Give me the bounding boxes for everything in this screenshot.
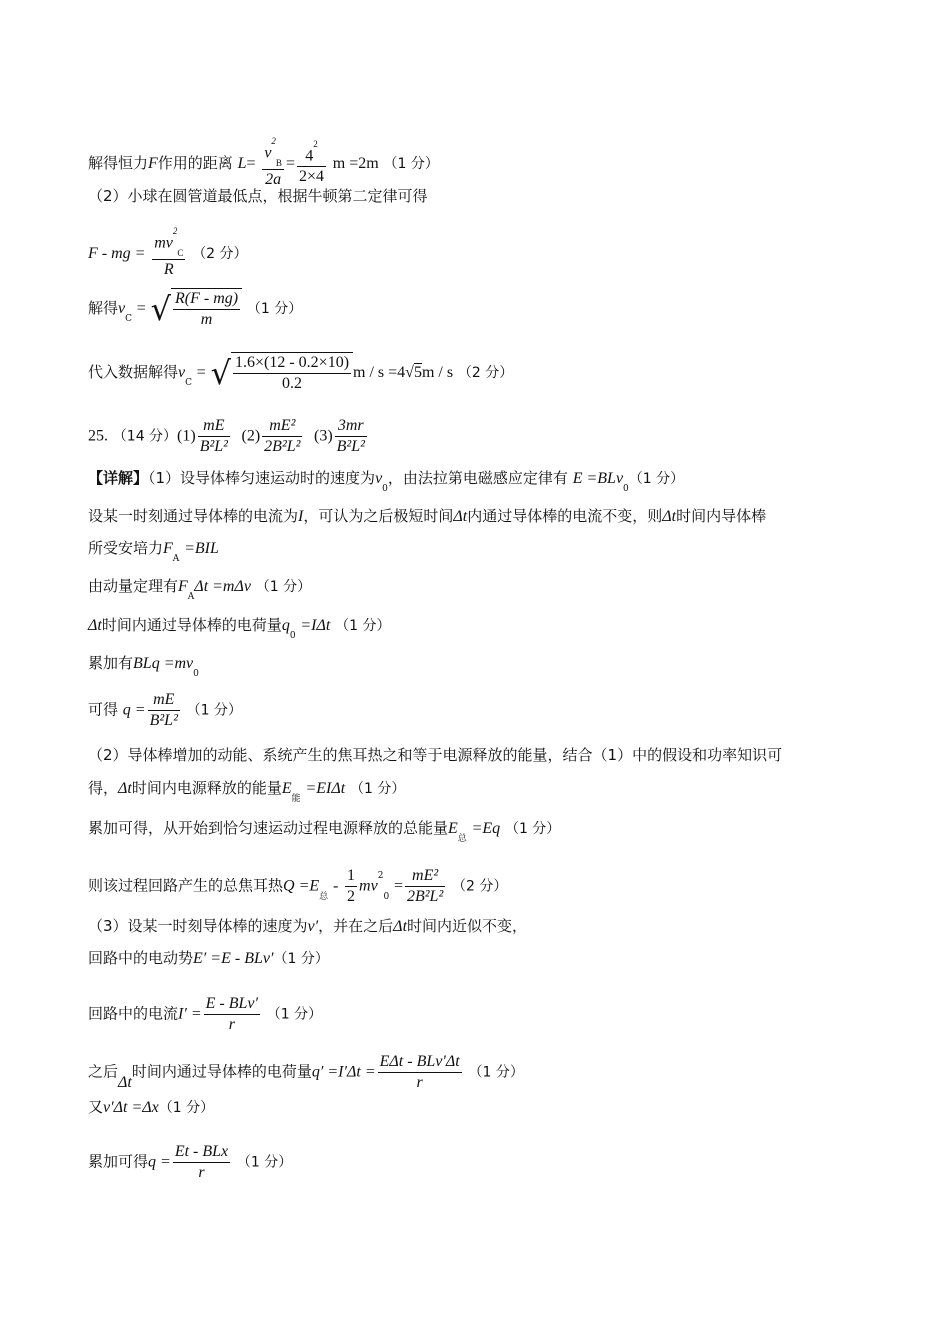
line-1: 解得恒力F作用的距离 L= $\frac{v^2_B}{2a}$ = $\frac{4^2}{2\times 4}$ m =2m （1 分） [88, 136, 439, 188]
line-5: 代入数据解得$v_C$ = √ $\frac{1.6\times(12 - 0.2\times 10)}{0.2}$ m / s =4√5m / s （2 分） [88, 354, 514, 392]
line-16: 累加可得，从开始到恰匀速运动过程电源释放的总能量$E_总 =Eq$ （1 分） [88, 819, 561, 844]
fraction: $\frac{\text{Et - BLx}}{r}$ [174, 1143, 229, 1181]
fraction: $\frac{mv^2_C}{R}$ [154, 226, 184, 278]
line-11: Δt时间内通过导体棒的电荷量$q_0 =I\Delta t$ （1 分） [88, 616, 391, 641]
line-2: （2）小球在圆管道最低点，根据牛顿第二定律可得 [88, 187, 428, 205]
line-19: 回路中的电动势E′ =E - BLv′（1 分） [88, 949, 329, 967]
fraction: $\frac{\text{mE²}}{\text{2B²L²}}$ [406, 867, 444, 905]
fraction: $\frac{1}{2}$ [347, 867, 356, 905]
line-15: 得，Δt时间内电源释放的能量$E_能 =EI\Delta t$ （1 分） [88, 779, 406, 804]
line-8: 设某一时刻通过导体棒的电流为I，可认为之后极短时间Δt内通过导体棒的电流不变，则Δt时间内导体棒 [88, 507, 767, 525]
line-6-answer-summary: 25. （14 分）(1) $\frac{mE}{\text{B²L²}}$ (2) $\frac{\text{mE²}}{\text{2B²L²}}$ (3) $\frac{3mr}{\text{B²L²}}$ [88, 417, 365, 455]
line-18: （3）设某一时刻导体棒的速度为v′，并在之后Δt时间内近似不变， [88, 917, 528, 935]
line-17: 则该过程回路产生的总焦耳热$Q =E_总$ - $\frac{1}{2}$ $mv^2_0$ = $\frac{\text{mE²}}{\text{2B²L²}}$ （2 分） [88, 867, 508, 905]
line-4: 解得$v_C$ = √ $\frac{R(F - mg)}{m}$ （1 分） [88, 290, 303, 328]
fraction: $\frac{mE}{\text{B²L²}}$ [199, 417, 228, 455]
square-root: √ $\frac{1.6\times(12 - 0.2\times 10)}{0.2}$ [211, 352, 353, 394]
fraction: $\frac{3mr}{\text{B²L²}}$ [336, 417, 365, 455]
line-21: 之后Δt时间内通过导体棒的电荷量q′ =I′Δt = $\frac{\text{EΔt - BLv′Δt}}{r}$ （1 分） [88, 1053, 524, 1091]
line-23: 累加可得q = $\frac{\text{Et - BLx}}{r}$ （1 分） [88, 1143, 293, 1181]
fraction: $\frac{v^2_B}{2a}$ [264, 136, 282, 188]
fraction: $\frac{\text{E - BLv′}}{r}$ [205, 995, 259, 1033]
fraction: $\frac{\text{mE²}}{\text{2B²L²}}$ [264, 417, 301, 455]
line-13: 可得 q = $\frac{mE}{\text{B²L²}}$ （1 分） [88, 691, 242, 729]
fraction: $\frac{4^2}{2\times 4}$ [298, 138, 324, 185]
line-14: （2）导体棒增加的动能、系统产生的焦耳热之和等于电源释放的能量，结合（1）中的假设和功率知识可 [88, 746, 783, 764]
line-12: 累加有BLq $=mv_0$ [88, 654, 199, 679]
line-3: F - mg = $\frac{mv^2_C}{R}$ （2 分） [88, 226, 248, 278]
line-7: 【详解】（1）设导体棒匀速运动时的速度为$v_0$，由法拉第电磁感应定律有 E =BLv$_0$（1 分） [88, 469, 685, 494]
fraction: $\frac{mE}{\text{B²L²}}$ [149, 691, 178, 729]
line-9: 所受安培力$F_A =BIL$ [88, 539, 219, 564]
line-20: 回路中的电流I′ = $\frac{\text{E - BLv′}}{r}$ （1 分） [88, 995, 323, 1033]
line-10: 由动量定理有$F_A\Delta t =m\Delta v$ （1 分） [88, 577, 312, 602]
line-22: 又v′Δt =Δx（1 分） [88, 1098, 215, 1116]
square-root: √ $\frac{R(F - mg)}{m}$ [151, 288, 242, 330]
fraction: $\frac{\text{EΔt - BLv′Δt}}{r}$ [379, 1053, 460, 1091]
